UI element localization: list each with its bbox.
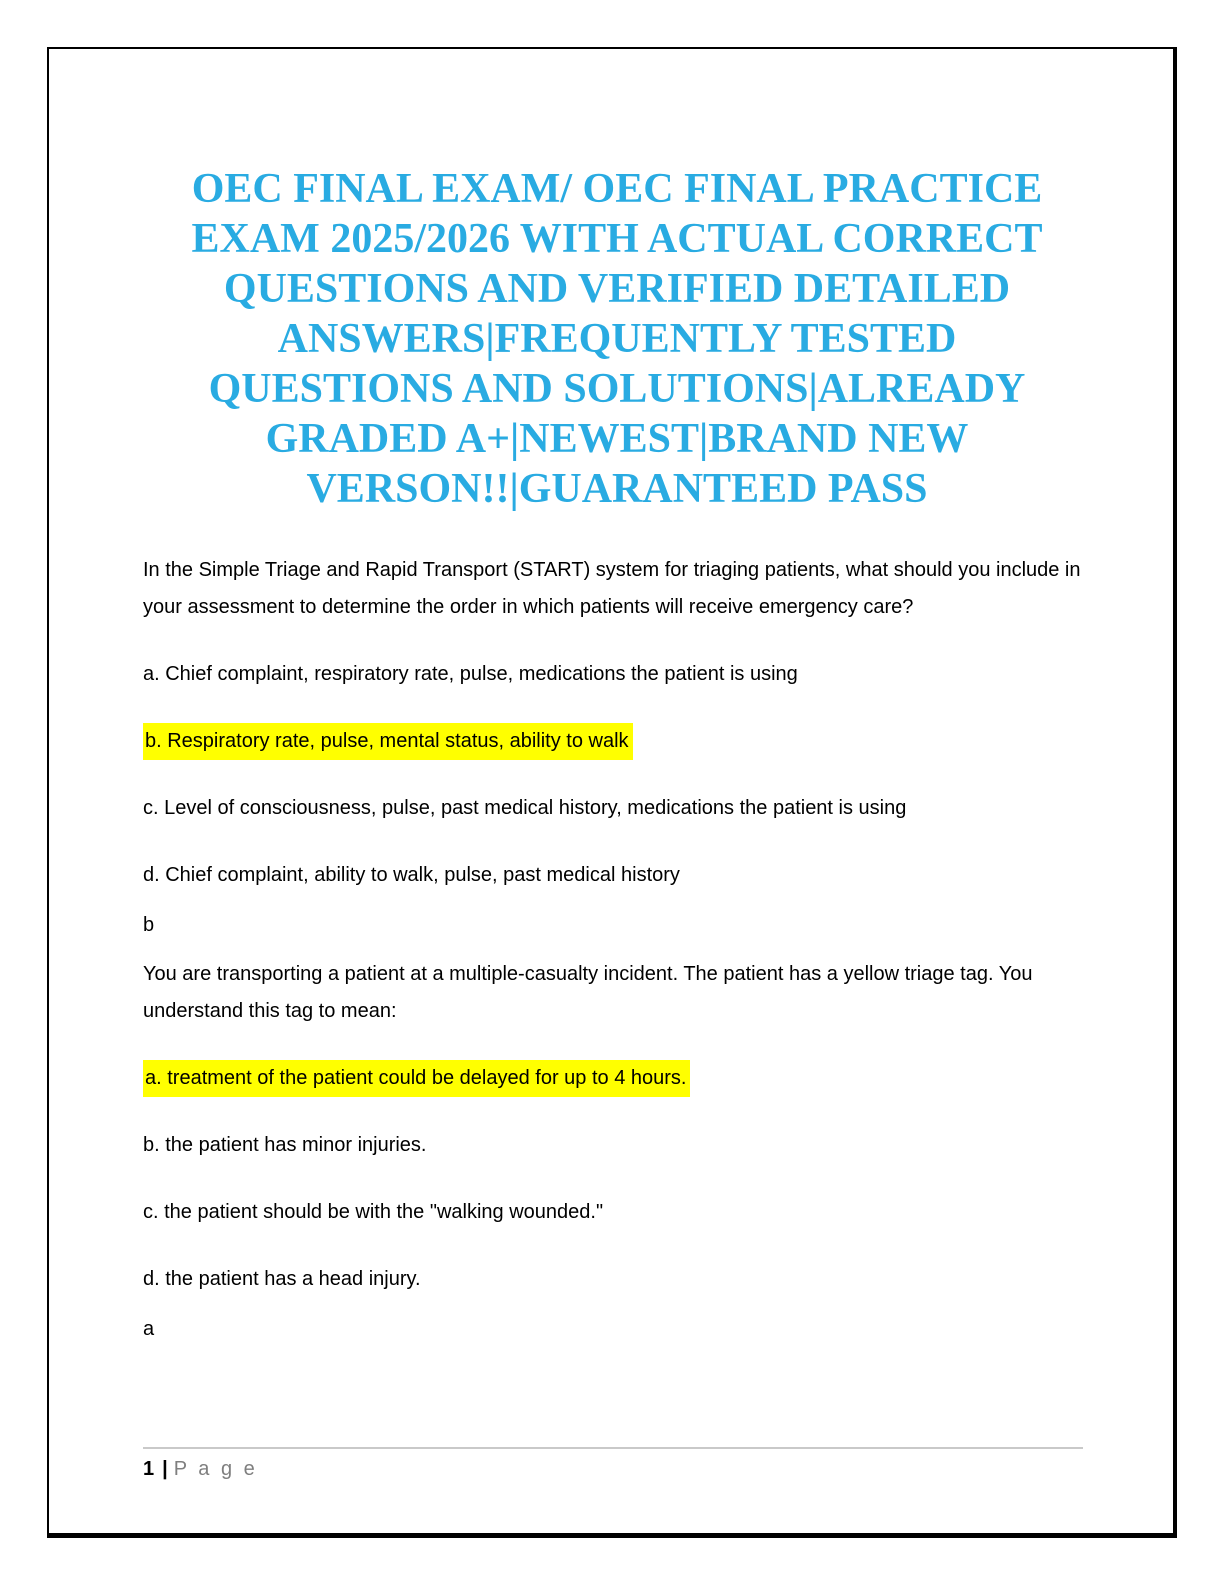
- answer-option-c: c. the patient should be with the "walking wounded.": [143, 1201, 604, 1223]
- page-content: [143, 0, 1091, 1360]
- answer-option-c: c. Level of consciousness, pulse, past medical history, medications the patient is using: [143, 797, 907, 819]
- footer-separator: |: [162, 1458, 168, 1480]
- document-title: [143, 164, 1091, 514]
- page-label: P a g e: [173, 1458, 258, 1480]
- title-line: EXAM 2025/2026 WITH ACTUAL CORRECT: [191, 216, 1043, 262]
- answer-option-b: b. the patient has minor injuries.: [143, 1134, 427, 1156]
- correct-answer-letter: a: [143, 1318, 155, 1340]
- answer-option-b-highlighted: [143, 723, 1091, 760]
- answer-option-d: d. Chief complaint, ability to walk, pulse, past medical history: [143, 864, 680, 886]
- highlight-mark: a. treatment of the patient could be delayed for up to 4 hours.: [143, 1060, 690, 1097]
- title-line: QUESTIONS AND VERIFIED DETAILED: [223, 266, 1011, 312]
- footer-divider: [143, 1447, 1083, 1449]
- title-line: VERSON!!|GUARANTEED PASS: [306, 466, 928, 512]
- question-text: In the Simple Triage and Rapid Transport (START) system for triaging patients, what should you include in your assessment to determine the order in which patients will receive emergency care?: [143, 559, 1081, 618]
- title-line: OEC FINAL EXAM/ OEC FINAL PRACTICE: [191, 166, 1043, 212]
- answer-option-d: d. the patient has a head injury.: [143, 1268, 421, 1290]
- title-line: QUESTIONS AND SOLUTIONS|ALREADY: [208, 366, 1026, 412]
- question-block: [143, 552, 1091, 1348]
- question-text: You are transporting a patient at a multiple-casualty incident. The patient has a yellow triage tag. You understand this tag to mean:: [143, 963, 1033, 1022]
- title-line: GRADED A+|NEWEST|BRAND NEW: [265, 416, 969, 462]
- answer-option-a: a. Chief complaint, respiratory rate, pulse, medications the patient is using: [143, 663, 798, 685]
- page-number: 1: [143, 1458, 155, 1480]
- page-footer: [143, 1456, 258, 1482]
- title-line: ANSWERS|FREQUENTLY TESTED: [277, 316, 957, 362]
- answer-option-a-highlighted: [143, 1060, 1091, 1097]
- correct-answer-letter: b: [143, 914, 155, 936]
- highlight-mark: b. Respiratory rate, pulse, mental status, ability to walk: [143, 723, 633, 760]
